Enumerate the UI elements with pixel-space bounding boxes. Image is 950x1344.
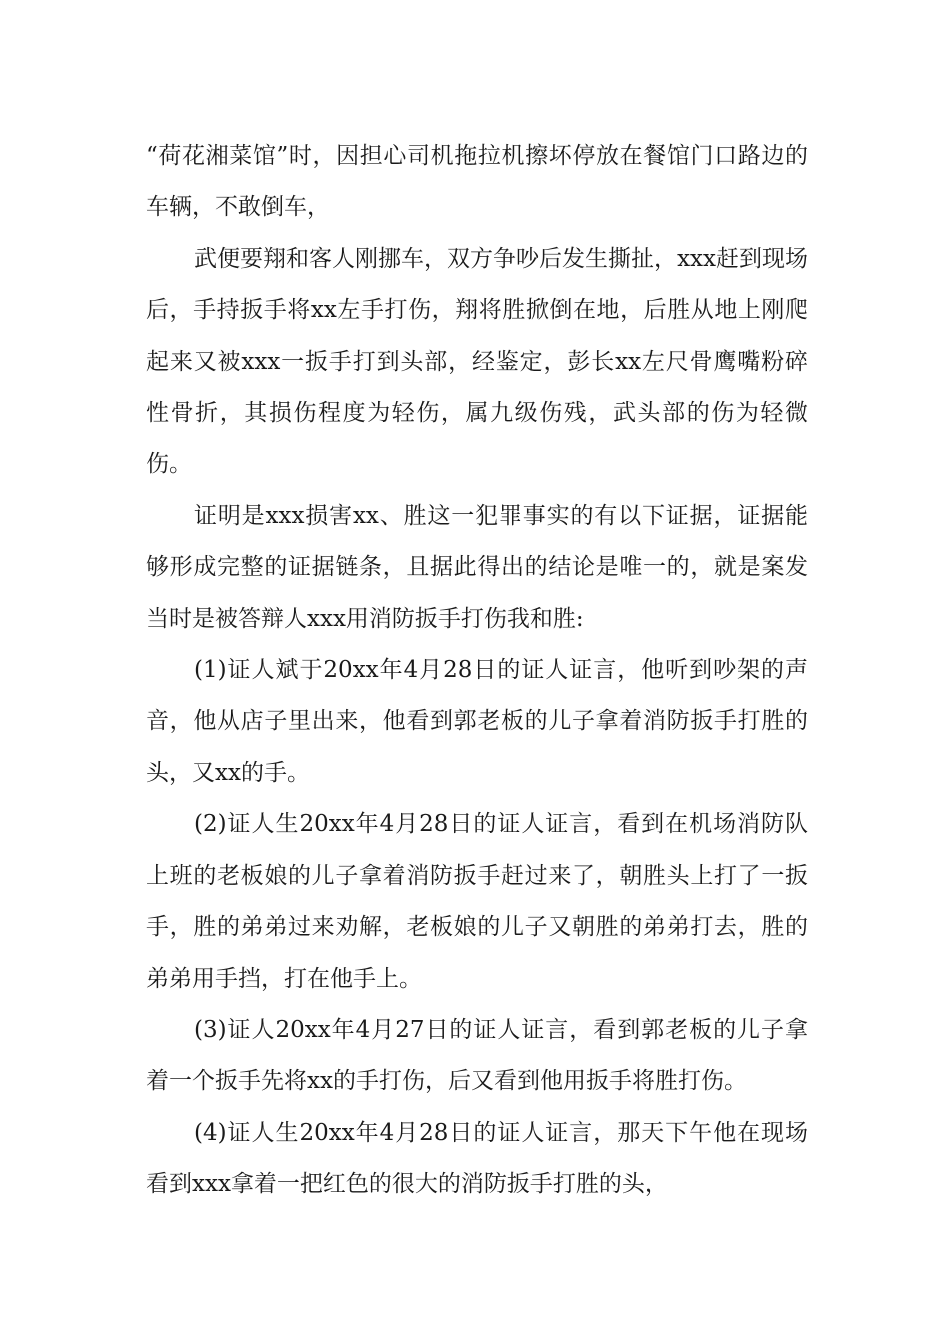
paragraph-6: (3)证人20xx年4月27日的证人证言，看到郭老板的儿子拿着一个扳手先将xx的手打伤，后又看到他用扳手将胜打伤。 bbox=[146, 1016, 808, 1095]
paragraph-3: 证明是xxx损害xx、胜这一犯罪事实的有以下证据，证据能够形成完整的证据链条，且据此得出的结论是唯一的，就是案发当时是被答辩人xxx用消防扳手打伤我和胜: bbox=[146, 502, 808, 632]
paragraph-1: “荷花湘菜馆”时，因担心司机拖拉机擦坏停放在餐馆门口路边的车辆，不敢倒车， bbox=[146, 143, 808, 221]
paragraph-2: 武便要翔和客人刚挪车，双方争吵后发生撕扯，xxx赶到现场后，手持扳手将xx左手打伤，翔将胜掀倒在地，后胜从地上刚爬起来又被xxx一扳手打到头部，经鉴定，彭长xx左尺骨鹰嘴粉碎性骨折，其损伤程度为轻伤，属九级伤残，武头部的伤为轻微伤。 bbox=[146, 245, 808, 478]
paragraph-7: (4)证人生20xx年4月28日的证人证言，那天下午他在现场看到xxx拿着一把红色的很大的消防扳手打胜的头， bbox=[146, 1119, 808, 1198]
paragraph-5: (2)证人生20xx年4月28日的证人证言，看到在机场消防队上班的老板娘的儿子拿着消防扳手赶过来了，朝胜头上打了一扳手，胜的弟弟过来劝解，老板娘的儿子又朝胜的弟弟打去，胜的弟弟用手挡，打在他手上。 bbox=[146, 811, 808, 992]
paragraph-4: (1)证人斌于20xx年4月28日的证人证言，他听到吵架的声音，他从店子里出来，他看到郭老板的儿子拿着消防扳手打胜的头，又xx的手。 bbox=[146, 657, 808, 786]
document-body bbox=[146, 131, 808, 1211]
